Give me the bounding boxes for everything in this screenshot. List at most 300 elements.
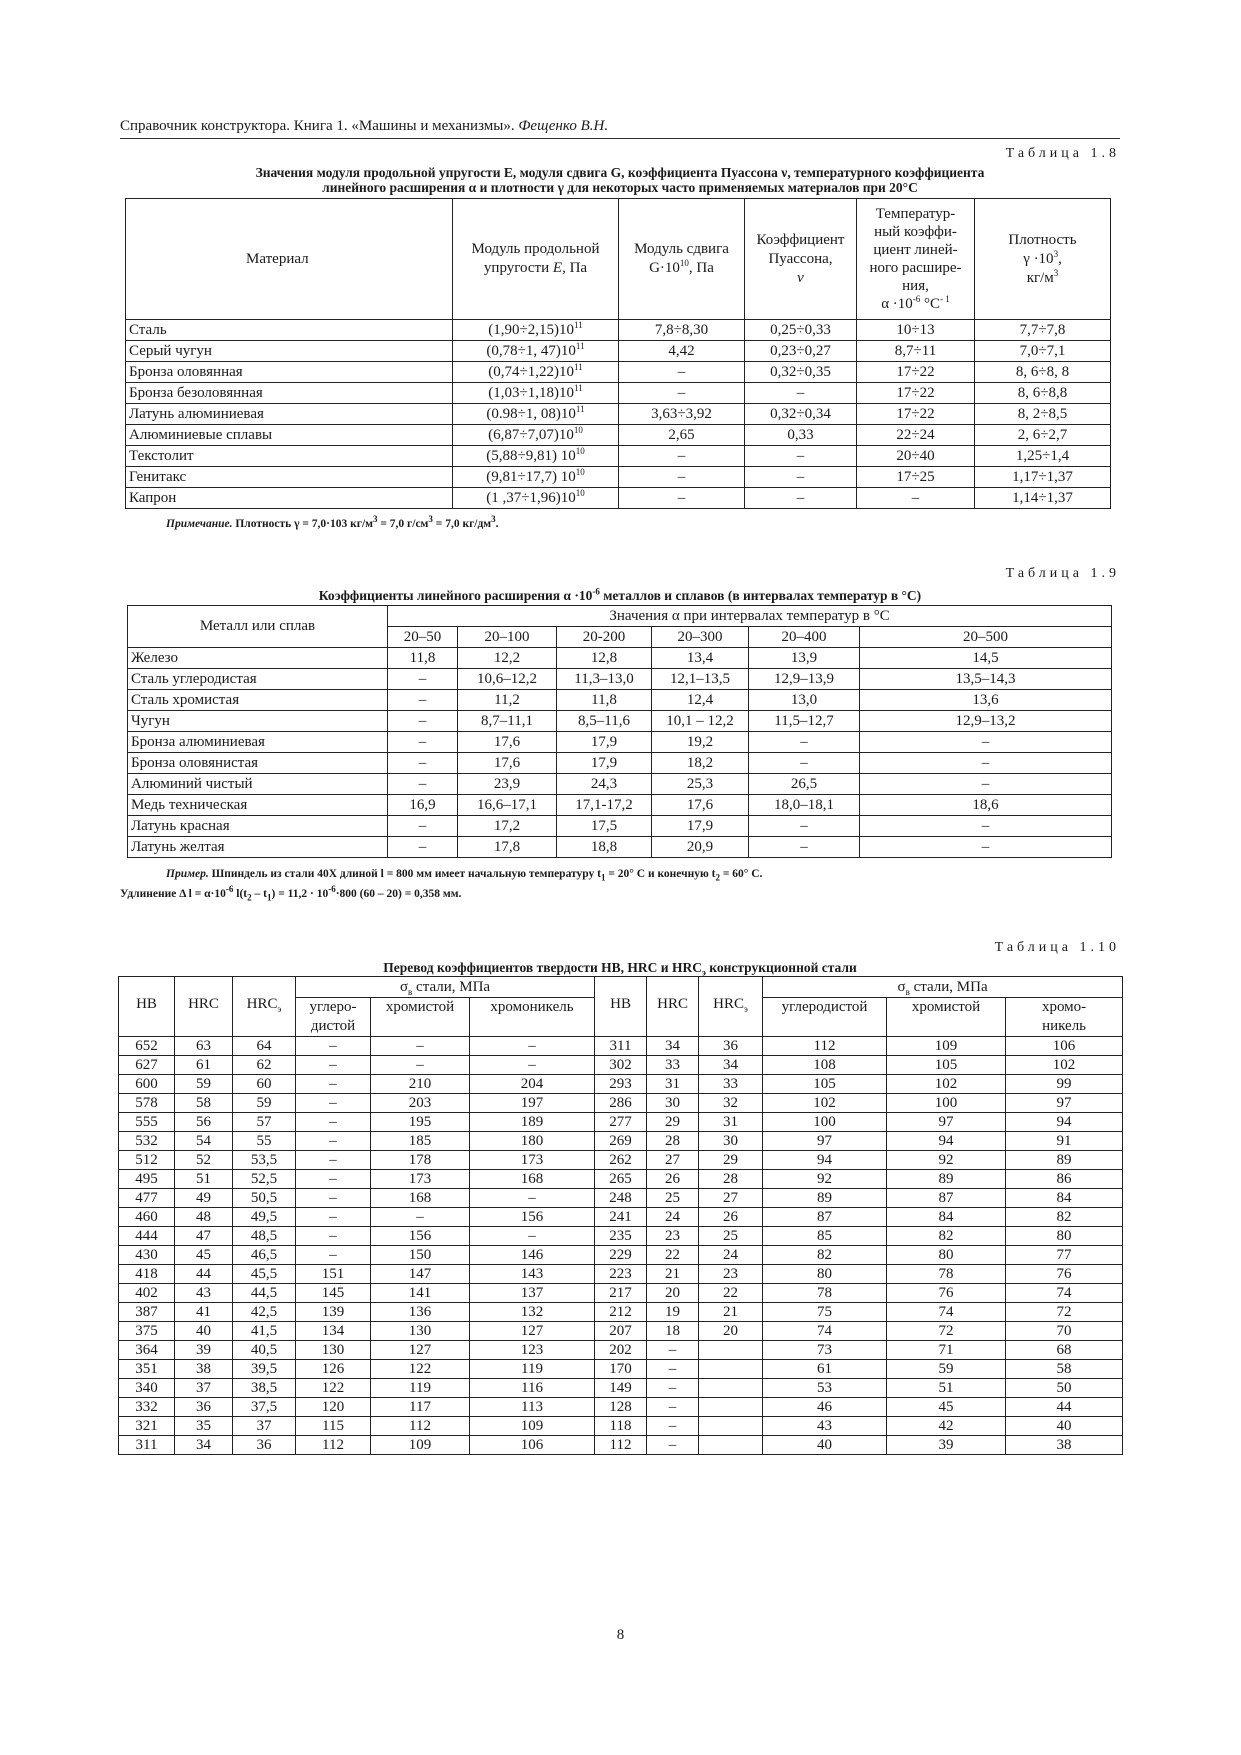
header-sigma-left <box>296 977 595 998</box>
hardness-cell: 45,5 <box>233 1265 296 1284</box>
modulus-g-cell: – <box>619 467 745 488</box>
hardness-cell: 40,5 <box>233 1341 296 1360</box>
header-sigma-left-sub: в <box>408 986 413 997</box>
table-row <box>128 711 1112 732</box>
hardness-cell: 25 <box>647 1189 699 1208</box>
hardness-cell: 25 <box>699 1227 763 1246</box>
header-r-line3 <box>979 269 1106 288</box>
hardness-cell: 235 <box>595 1227 647 1246</box>
hardness-cell: 61 <box>763 1360 887 1379</box>
hardness-cell: – <box>647 1436 699 1455</box>
hardness-cell: 248 <box>595 1189 647 1208</box>
header-e-word: упругости <box>483 260 550 276</box>
header-e-line1: Модуль продольной <box>471 241 600 257</box>
value-cell: – <box>749 816 860 837</box>
note-label: Примечание. <box>166 518 233 530</box>
table-header-row <box>126 199 1111 320</box>
ex2-b: l(t <box>233 888 248 900</box>
material-cell: Бронза безоловянная <box>126 383 453 404</box>
hardness-cell: 130 <box>371 1322 470 1341</box>
value-cell: 13,4 <box>652 648 749 669</box>
hardness-cell <box>699 1417 763 1436</box>
modulus-g-cell: – <box>619 362 745 383</box>
hardness-cell: 85 <box>763 1227 887 1246</box>
hardness-cell: 578 <box>119 1094 175 1113</box>
header-book: Справочник конструктора. Книга 1. «Машины и механизмы». <box>120 118 515 134</box>
hardness-cell: 332 <box>119 1398 175 1417</box>
header-r-unit: кг/м <box>1026 269 1054 286</box>
hardness-cell: 108 <box>763 1056 887 1075</box>
hardness-cell: 132 <box>470 1303 595 1322</box>
header-hrce-left-text: HRC <box>246 996 278 1012</box>
value-cell: 10,6–12,2 <box>458 669 557 690</box>
table-row <box>126 383 1111 404</box>
hardness-cell: – <box>470 1056 595 1075</box>
hardness-cell: 116 <box>470 1379 595 1398</box>
header-e-line2 <box>457 259 614 278</box>
hardness-cell: 23 <box>699 1265 763 1284</box>
hardness-cell: 22 <box>699 1284 763 1303</box>
table-1-9-example-line2 <box>120 884 462 903</box>
hardness-cell: 33 <box>699 1075 763 1094</box>
hardness-cell <box>699 1398 763 1417</box>
hardness-cell: 73 <box>763 1341 887 1360</box>
hardness-cell: 94 <box>887 1132 1006 1151</box>
material-cell: Сталь <box>126 320 453 341</box>
value-cell: – <box>388 837 458 858</box>
hardness-cell: 600 <box>119 1075 175 1094</box>
hardness-cell: 207 <box>595 1322 647 1341</box>
hardness-cell: – <box>470 1227 595 1246</box>
hardness-cell: 29 <box>647 1113 699 1132</box>
hardness-cell: 265 <box>595 1170 647 1189</box>
hardness-cell: 123 <box>470 1341 595 1360</box>
hardness-cell: 49,5 <box>233 1208 296 1227</box>
modulus-e-value: (1 ,37÷1,96)10 <box>486 489 576 506</box>
t19-title-a: Коэффициенты линейного расширения α ·10 <box>318 588 593 603</box>
material-cell: Латунь алюминиевая <box>126 404 453 425</box>
hardness-cell: 185 <box>371 1132 470 1151</box>
hardness-cell: 100 <box>763 1113 887 1132</box>
hardness-cell: 46 <box>763 1398 887 1417</box>
table-1-8-title <box>120 165 1120 195</box>
table-row <box>119 1056 1123 1075</box>
hardness-cell: 136 <box>371 1303 470 1322</box>
note-text-2: = 7,0 г/см <box>377 518 429 530</box>
table-row <box>126 320 1111 341</box>
hardness-cell: 63 <box>175 1037 233 1056</box>
material-cell: Текстолит <box>126 446 453 467</box>
table-1-8-label: Таблица 1.8 <box>1005 146 1120 161</box>
hardness-cell: 47 <box>175 1227 233 1246</box>
hardness-cell: 122 <box>296 1379 371 1398</box>
value-cell: 12,9–13,9 <box>749 669 860 690</box>
table-1-8-note <box>166 514 499 530</box>
value-cell: 18,2 <box>652 753 749 774</box>
header-g-symbol: G·10 <box>649 260 680 276</box>
value-cell: 17,5 <box>557 816 652 837</box>
hardness-cell: 141 <box>371 1284 470 1303</box>
hardness-cell: 137 <box>470 1284 595 1303</box>
hardness-cell: 130 <box>296 1341 371 1360</box>
modulus-e-cell <box>453 320 619 341</box>
poisson-cell: 0,23÷0,27 <box>745 341 857 362</box>
table-row <box>128 795 1112 816</box>
density-cell: 8, 6÷8, 8 <box>975 362 1111 383</box>
hardness-cell: 195 <box>371 1113 470 1132</box>
hardness-cell: 139 <box>296 1303 371 1322</box>
table-row <box>119 1170 1123 1189</box>
ex2-sup: -6 <box>225 884 234 895</box>
hardness-cell: 97 <box>887 1113 1006 1132</box>
table-row <box>119 1436 1123 1455</box>
note-sup-2: 3 <box>428 514 433 525</box>
value-cell: 11,5–12,7 <box>749 711 860 732</box>
hardness-cell: 21 <box>647 1265 699 1284</box>
modulus-e-cell <box>453 446 619 467</box>
table-row <box>119 1132 1123 1151</box>
header-sigma-left-symbol: σ <box>399 978 409 995</box>
modulus-e-cell <box>453 362 619 383</box>
hardness-cell: 293 <box>595 1075 647 1094</box>
interval-header: 20–300 <box>652 627 749 648</box>
poisson-cell: – <box>745 383 857 404</box>
t19-title-sup: -6 <box>592 586 600 597</box>
hardness-cell: 44 <box>1006 1398 1123 1417</box>
poisson-cell: – <box>745 488 857 509</box>
note-text-1: Плотность γ = 7,0·103 кг/м <box>232 518 373 530</box>
interval-header: 20-200 <box>557 627 652 648</box>
hardness-cell: 80 <box>763 1265 887 1284</box>
header-nu-symbol: ν <box>797 269 804 286</box>
hardness-cell: 49 <box>175 1189 233 1208</box>
poisson-cell: 0,25÷0,33 <box>745 320 857 341</box>
value-cell: 8,5–11,6 <box>557 711 652 732</box>
note-sup-3: 3 <box>491 514 496 525</box>
hardness-cell: 58 <box>175 1094 233 1113</box>
value-cell: 12,2 <box>458 648 557 669</box>
hardness-cell: 89 <box>1006 1151 1123 1170</box>
hardness-cell: 460 <box>119 1208 175 1227</box>
hardness-cell: 340 <box>119 1379 175 1398</box>
hardness-cell: 38,5 <box>233 1379 296 1398</box>
material-cell: Генитакс <box>126 467 453 488</box>
table-1-10 <box>118 976 1123 1455</box>
value-cell: – <box>860 816 1112 837</box>
hardness-cell: 477 <box>119 1189 175 1208</box>
expansion-cell: – <box>857 488 975 509</box>
modulus-e-exponent: 11 <box>575 340 585 351</box>
hardness-cell: 57 <box>233 1113 296 1132</box>
header-nu-line2: Пуассона, <box>768 250 833 267</box>
hardness-cell: 54 <box>175 1132 233 1151</box>
hardness-cell: 269 <box>595 1132 647 1151</box>
table-1-9-label: Таблица 1.9 <box>1005 566 1120 581</box>
value-cell: 18,6 <box>860 795 1112 816</box>
hardness-cell: 23 <box>647 1227 699 1246</box>
header-modulus-g <box>619 199 745 320</box>
hardness-cell: 76 <box>887 1284 1006 1303</box>
hardness-cell: 50,5 <box>233 1189 296 1208</box>
table-row <box>128 816 1112 837</box>
hardness-cell: 72 <box>887 1322 1006 1341</box>
header-a-line1: Температур- <box>875 206 956 222</box>
expansion-cell: 20÷40 <box>857 446 975 467</box>
header-carbon-left <box>296 998 371 1037</box>
hardness-cell: 223 <box>595 1265 647 1284</box>
table-row <box>126 341 1111 362</box>
modulus-e-cell <box>453 341 619 362</box>
modulus-e-exponent: 10 <box>575 487 585 498</box>
hardness-cell: 52,5 <box>233 1170 296 1189</box>
hardness-cell: 53 <box>763 1379 887 1398</box>
hardness-cell: 311 <box>119 1436 175 1455</box>
hardness-cell: 56 <box>175 1113 233 1132</box>
density-cell: 1,17÷1,37 <box>975 467 1111 488</box>
header-a-unit: °С <box>920 296 941 312</box>
header-a-line3: циент линей- <box>873 242 958 258</box>
hardness-cell: 31 <box>699 1113 763 1132</box>
hardness-cell: 100 <box>887 1094 1006 1113</box>
hardness-cell: 30 <box>647 1094 699 1113</box>
metal-cell: Латунь красная <box>128 816 388 837</box>
example-text-a: Шпиндель из стали 40Х длиной l = 800 мм имеет начальную температуру t <box>208 868 601 880</box>
hardness-cell: 74 <box>887 1303 1006 1322</box>
hardness-cell: 112 <box>595 1436 647 1455</box>
example-sub-1: 1 <box>600 872 606 883</box>
header-chromenickel-right-a: хромо- <box>1041 999 1087 1015</box>
value-cell: 18,8 <box>557 837 652 858</box>
hardness-cell: 241 <box>595 1208 647 1227</box>
example-text-b: = 20° С и конечную t <box>605 868 716 880</box>
hardness-cell: 60 <box>233 1075 296 1094</box>
value-cell: 24,3 <box>557 774 652 795</box>
value-cell: – <box>860 732 1112 753</box>
value-cell: 17,8 <box>458 837 557 858</box>
value-cell: 16,9 <box>388 795 458 816</box>
table-1-9-example <box>166 868 763 883</box>
header-chrome-left: хромистой <box>371 998 470 1037</box>
hardness-cell: – <box>296 1246 371 1265</box>
ex2-c: – t <box>251 888 267 900</box>
hardness-cell: 37 <box>175 1379 233 1398</box>
value-cell: 13,6 <box>860 690 1112 711</box>
value-cell: – <box>388 669 458 690</box>
hardness-cell: – <box>296 1189 371 1208</box>
hardness-cell: 146 <box>470 1246 595 1265</box>
header-expansion <box>857 199 975 320</box>
header-chromenickel-right-b: никель <box>1042 1018 1087 1034</box>
t110-title-a: Перевод коэффициентов твердости HB, HRC и HRC <box>383 960 702 975</box>
poisson-cell: – <box>745 467 857 488</box>
hardness-cell: 19 <box>647 1303 699 1322</box>
hardness-cell: 18 <box>647 1322 699 1341</box>
hardness-cell: 102 <box>1006 1056 1123 1075</box>
hardness-cell: 112 <box>296 1436 371 1455</box>
value-cell: 17,2 <box>458 816 557 837</box>
header-g-line1: Модуль сдвига <box>634 241 729 257</box>
hardness-cell: – <box>296 1208 371 1227</box>
hardness-cell: 64 <box>233 1037 296 1056</box>
density-cell: 1,14÷1,37 <box>975 488 1111 509</box>
value-cell: – <box>749 753 860 774</box>
hardness-cell: 364 <box>119 1341 175 1360</box>
hardness-cell: 28 <box>699 1170 763 1189</box>
value-cell: 8,7–11,1 <box>458 711 557 732</box>
modulus-e-value: (1,90÷2,15)10 <box>488 321 575 338</box>
header-g-exp: 10 <box>679 258 689 268</box>
table-row <box>119 1341 1123 1360</box>
hardness-cell: 37 <box>233 1417 296 1436</box>
hardness-cell: 92 <box>887 1151 1006 1170</box>
header-chrome-right: хромистой <box>887 998 1006 1037</box>
hardness-cell: 113 <box>470 1398 595 1417</box>
hardness-cell: 118 <box>595 1417 647 1436</box>
metal-cell: Алюминий чистый <box>128 774 388 795</box>
hardness-cell: 44,5 <box>233 1284 296 1303</box>
header-sigma-right <box>763 977 1123 998</box>
value-cell: – <box>860 774 1112 795</box>
hardness-cell: 126 <box>296 1360 371 1379</box>
poisson-cell: – <box>745 446 857 467</box>
value-cell: 10,1 – 12,2 <box>652 711 749 732</box>
value-cell: 17,9 <box>652 816 749 837</box>
hardness-cell: 55 <box>233 1132 296 1151</box>
table-row <box>126 362 1111 383</box>
value-cell: 13,5–14,3 <box>860 669 1112 690</box>
material-cell: Серый чугун <box>126 341 453 362</box>
hardness-cell: 652 <box>119 1037 175 1056</box>
value-cell: 11,2 <box>458 690 557 711</box>
header-values: Значения α при интервалах температур в °С <box>388 606 1112 627</box>
hardness-cell: 30 <box>699 1132 763 1151</box>
t110-title-b: конструкционной стали <box>705 960 857 975</box>
hardness-cell: 27 <box>647 1151 699 1170</box>
hardness-cell: 77 <box>1006 1246 1123 1265</box>
ex2-a: Удлинение Δ l = α·10 <box>120 888 226 900</box>
hardness-cell: 105 <box>887 1056 1006 1075</box>
table-row <box>119 1189 1123 1208</box>
hardness-cell: – <box>470 1037 595 1056</box>
header-a-line5: ния, <box>902 278 929 294</box>
hardness-cell: 109 <box>371 1436 470 1455</box>
hardness-cell: – <box>371 1037 470 1056</box>
hardness-cell: 41 <box>175 1303 233 1322</box>
hardness-cell: 84 <box>887 1208 1006 1227</box>
header-r-comma: , <box>1058 250 1062 267</box>
hardness-cell: – <box>647 1341 699 1360</box>
hardness-cell: 112 <box>371 1417 470 1436</box>
hardness-cell: 80 <box>1006 1227 1123 1246</box>
modulus-e-cell <box>453 467 619 488</box>
value-cell: 11,8 <box>388 648 458 669</box>
hardness-cell: 42 <box>887 1417 1006 1436</box>
table-row <box>119 1075 1123 1094</box>
header-e-symbol: E, <box>552 260 566 276</box>
value-cell: 17,6 <box>652 795 749 816</box>
hardness-cell: 68 <box>1006 1341 1123 1360</box>
hardness-cell: 59 <box>233 1094 296 1113</box>
hardness-cell: 36 <box>699 1037 763 1056</box>
hardness-cell: 26 <box>699 1208 763 1227</box>
expansion-cell: 17÷22 <box>857 404 975 425</box>
hardness-cell: 86 <box>1006 1170 1123 1189</box>
header-hrce-left <box>233 977 296 1037</box>
interval-header: 20–400 <box>749 627 860 648</box>
table-row <box>119 1322 1123 1341</box>
table-row <box>128 774 1112 795</box>
hardness-cell: 173 <box>371 1170 470 1189</box>
hardness-cell: 29 <box>699 1151 763 1170</box>
value-cell: 12,8 <box>557 648 652 669</box>
hardness-cell: 173 <box>470 1151 595 1170</box>
hardness-cell: – <box>296 1113 371 1132</box>
header-a-symbol: α ·10 <box>881 296 913 312</box>
header-hrce-right-sub: э <box>744 1004 748 1014</box>
metal-cell: Железо <box>128 648 388 669</box>
hardness-cell: 145 <box>296 1284 371 1303</box>
modulus-e-cell <box>453 488 619 509</box>
table-row <box>126 404 1111 425</box>
hardness-cell <box>699 1379 763 1398</box>
page-number: 8 <box>616 1627 625 1643</box>
hardness-cell: 51 <box>887 1379 1006 1398</box>
value-cell: 14,5 <box>860 648 1112 669</box>
hardness-cell: 262 <box>595 1151 647 1170</box>
modulus-g-cell: 3,63÷3,92 <box>619 404 745 425</box>
example-label: Пример. <box>166 868 209 880</box>
density-cell: 7,7÷7,8 <box>975 320 1111 341</box>
hardness-cell: 87 <box>887 1189 1006 1208</box>
value-cell: – <box>388 774 458 795</box>
hardness-cell: 170 <box>595 1360 647 1379</box>
density-cell: 8, 2÷8,5 <box>975 404 1111 425</box>
hardness-cell: 156 <box>470 1208 595 1227</box>
header-carbon-left-b: дистой <box>310 1018 356 1034</box>
hardness-cell: 39,5 <box>233 1360 296 1379</box>
hardness-cell: 80 <box>887 1246 1006 1265</box>
hardness-cell: 418 <box>119 1265 175 1284</box>
header-hrce-left-sub: э <box>277 1004 282 1014</box>
modulus-e-value: (0,78÷1, 47)10 <box>486 342 576 359</box>
header-a-line2: ный коэффи- <box>874 224 957 240</box>
hardness-cell: 46,5 <box>233 1246 296 1265</box>
running-header <box>120 118 608 135</box>
value-cell: 17,1-17,2 <box>557 795 652 816</box>
header-nu-line3 <box>749 269 852 288</box>
header-carbon-right: углеродистой <box>763 998 887 1037</box>
header-nu-line1: Коэффициент <box>756 231 845 248</box>
hardness-cell: 402 <box>119 1284 175 1303</box>
modulus-g-cell: 7,8÷8,30 <box>619 320 745 341</box>
modulus-e-exponent: 10 <box>575 445 585 456</box>
modulus-g-cell: 2,65 <box>619 425 745 446</box>
hardness-cell: – <box>647 1360 699 1379</box>
hardness-cell: – <box>296 1075 371 1094</box>
hardness-cell: 180 <box>470 1132 595 1151</box>
hardness-cell: 351 <box>119 1360 175 1379</box>
hardness-cell: 74 <box>763 1322 887 1341</box>
hardness-cell: 105 <box>763 1075 887 1094</box>
table-1-9-title <box>120 588 1120 603</box>
note-text-3: = 7,0 кг/дм <box>432 518 492 530</box>
modulus-e-cell <box>453 383 619 404</box>
hardness-cell: 117 <box>371 1398 470 1417</box>
hardness-cell: – <box>371 1056 470 1075</box>
hardness-cell: 91 <box>1006 1132 1123 1151</box>
modulus-e-cell <box>453 404 619 425</box>
hardness-cell: – <box>296 1151 371 1170</box>
